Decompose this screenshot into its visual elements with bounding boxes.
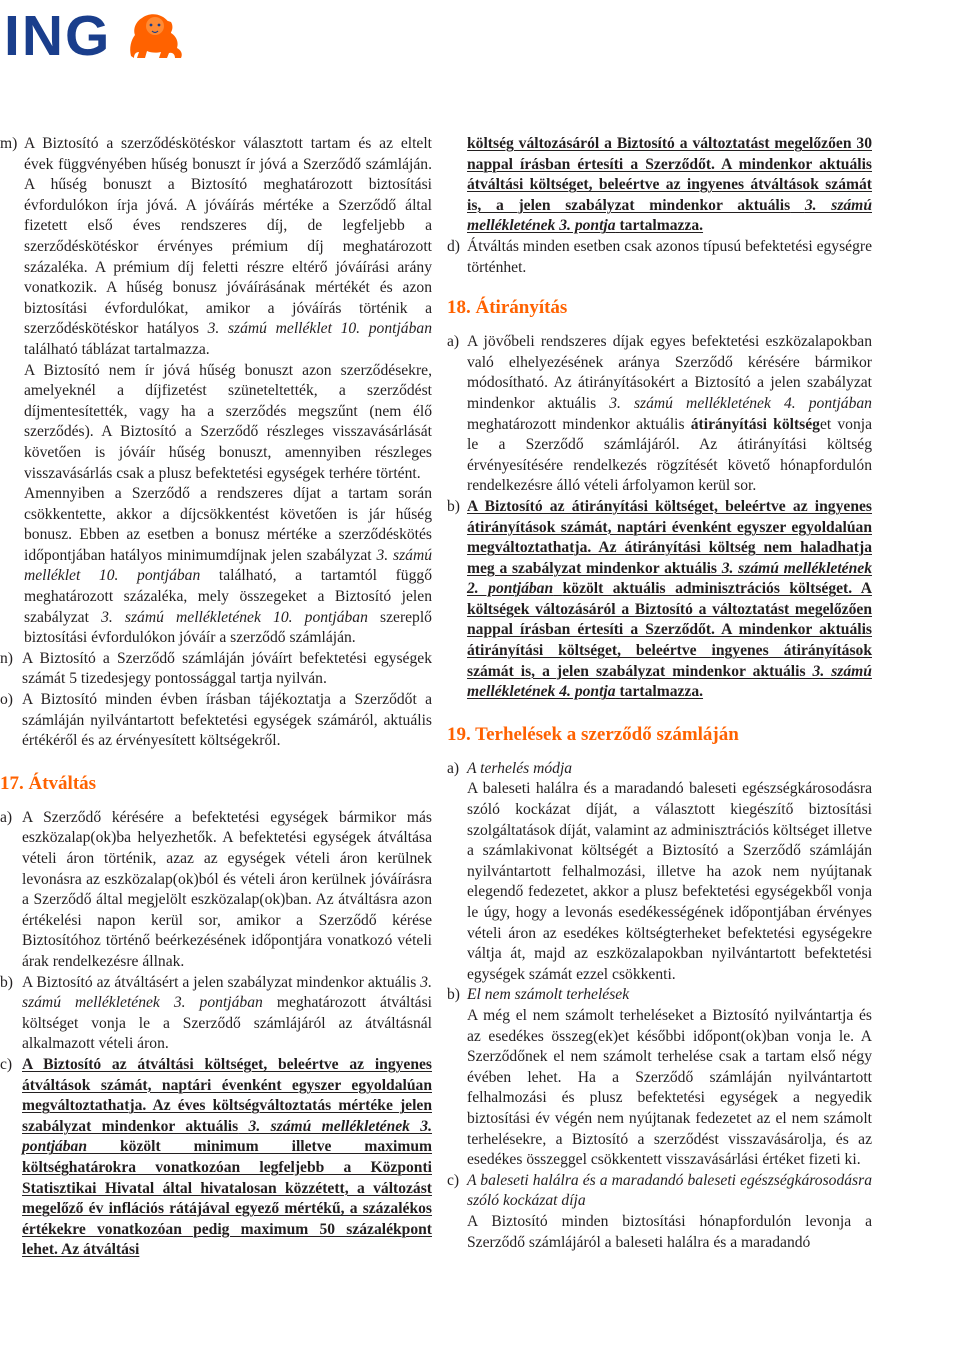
right-column (447, 134, 872, 1253)
item-marker: b) (0, 973, 13, 991)
list-item-a (447, 332, 872, 497)
logo-text: ING (4, 4, 112, 68)
list-item-c (447, 1171, 872, 1253)
list-item-a (447, 759, 872, 986)
paragraph: Átváltás minden esetben csak azonos típusú befektetési egységre történhet. (467, 237, 872, 276)
section-title-18: 18. Átirányítás (447, 297, 568, 319)
item-marker: d) (447, 237, 460, 255)
paragraph: A baleseti halálra és a maradandó baleseti egészségkárosodásra szóló kockázat díját, a választott kiegészítő biztosítási szolgáltatások díját, valamint az adminisztrációs költséget illetve a számlakivonat költségét a Biztosító a Szerződő számláján nyilvántartott felhalmozási, illetve ha azok nem nyújtanak elegendő fedezetet, akkor a plusz befektetési egységekből vonja le úgy, hogy a levonás esedékességének időpontjában érvényes vételi áron az esedékes költségterheket befektetési egységekre váltja át, majd az eszközalapokban nyilvántartott befektetési egységek számát ezzel csökkenti. (467, 780, 872, 983)
paragraph: A jövőbeli rendszeres díjak egyes befektetési eszközalapokban való elhelyezésének aránya Szerződő kérésére bármikor módosítható. Az átirányításokért a Biztosító a jelen szabályzat mindenkor aktuális 3. számú mellékletének 4. pontjában meghatározott mindenkor aktuális átirányítási költséget vonja le a Szerződő számlájáról. Az átirányítási költség érvényesítésére rendelkezés rögzítését követő hónapfordulón rendelkezésre álló vételi árfolyamon kerül sor. (467, 333, 872, 495)
item-marker: a) (447, 759, 460, 777)
subsection-title: A terhelés módja (467, 759, 573, 777)
item-marker: a) (0, 808, 13, 826)
list-item-b (447, 985, 872, 1170)
list-item-b (0, 973, 432, 1055)
list-item-c (0, 1055, 432, 1261)
reference: 3. számú mellékletének 3. pontjában (22, 973, 432, 1012)
subsection-title: El nem számolt terhelések (467, 986, 630, 1004)
page-header (0, 0, 960, 70)
bold-term: átirányítási költség (690, 415, 820, 433)
paragraph: A Biztosító az átváltási költséget, beleértve az ingyenes átváltások számát, naptári évenként egyszer egyoldalúan megváltoztathatja. Az éves költségváltoztatás mértéke jelen szabályzat mindenkor aktuális 3. számú mellékletének 3. pontjában közölt minimum illetve maximum költséghatárokra vonatkozóan legfeljebb a Központi Statisztikai Hivatal által hivatalosan közzétett, a változást megelőző év inflációs rátájával egyező mértékű, a százalékos értékekre vonatkozóan pedig maximum 50 százalékpont lehet. Az átváltási (22, 1055, 433, 1259)
reference: 3. számú mellékletének 3. pontjában (22, 1117, 433, 1156)
paragraph: A Biztosító minden biztosítási hónapfordulón levonja a Szerződő számlájáról a baleseti halálra és a maradandó (467, 1212, 872, 1251)
paragraph: A Biztosító nem ír jóvá hűség bonuszt azon szerződésekre, amelyeknél a díjfizetést szüneteltették, a szerződést díjmentesítették, vagy ha a szerződés megszűnt (nem élő szerződés). A Biztosító a Szerződő részleges visszavásárlását követően is jóváír hűség bonuszt, amennyiben részleges visszavásárlás csak a plusz befektetési egységek terhére történt. (24, 361, 432, 482)
item-marker: b) (447, 497, 460, 515)
paragraph: költség változásáról a Biztosító a változtatást megelőzően 30 nappal írásban értesíti a Szerződőt. A mindenkor aktuális átváltási költséget, beleértve az ingyenes átváltások számát is, a jelen szabályzat mindenkor aktuális 3. számú mellékletének 3. pontja tartalmazza. (467, 135, 872, 235)
paragraph: A még el nem számolt terheléseket a Biztosító nyilvántartja és az esedékes összeg(ek)et későbbi időpont(ok)ban vonja le. A Szerződőnek el nem számolt terhelése csak a tartam első négy évében lehet. Ha a Szerződő számláján nyilvántartott felhalmozási és plusz befektetési egységek a negyedik biztosítási év végén nem nyújtanak fedezetet az el nem számolt terhelésekre, a Biztosító a szerződést visszavásárolja, és az esedékes összeggel csökkentett visszavásárlási értéket fizeti ki. (467, 1006, 872, 1169)
reference: 3. számú mellékletének 2. pontjában (467, 559, 872, 598)
reference: 3. számú mellékletének 4. pontja (467, 662, 872, 701)
list-item-m (0, 134, 432, 649)
lion-icon (121, 8, 185, 64)
reference: 3. számú melléklet 10. pontjában (24, 546, 432, 585)
reference: 3. számú mellékletének 3. pontja (467, 196, 872, 235)
item-marker: b) (447, 986, 460, 1004)
list-item-b (447, 497, 872, 703)
left-column (0, 134, 432, 1261)
paragraph: A Biztosító a Szerződő számláján jóváírt befektetési egységek számát 5 tizedesjegy pontossággal tartja nyilván. (22, 649, 432, 688)
paragraph: A Biztosító minden évben írásban tájékoztatja a Szerződőt a számláján nyilvántartott befektetési egységek számáról, aktuális értékéről és az érvényesített költségekről. (22, 691, 432, 750)
subsection-title: A baleseti halálra és a maradandó baleseti egészségkárosodásra szóló kockázat díja (467, 1171, 872, 1210)
list-item-d (447, 237, 872, 278)
item-marker: o) (0, 691, 13, 709)
item-marker: m) (0, 135, 18, 152)
list-item-n (0, 649, 432, 690)
section-title-17: 17. Átváltás (0, 772, 97, 794)
list-item-o (0, 690, 432, 752)
item-marker: a) (447, 333, 460, 351)
item-marker: c) (447, 1171, 460, 1189)
reference: 3. számú melléklet 10. pontjában (207, 320, 432, 338)
paragraph: Amennyiben a Szerződő a rendszeres díjat a tartam során csökkentette, akkor a díjcsökkentést követően is jár hűség bonusz. Ebben az esetben a bonusz mértéke a szerződéskötés időpontjában hatályos minimumdíjnak jelen szabályzat 3. számú melléklet 10. pontjában található, a tartamtól függő meghatározott százaléka, mely összegeket a Biztosító jelen szabályzat 3. számú mellékletének 10. pontjában szereplő biztosítási évfordulókon jóváír a szerződő számláján. (24, 485, 432, 647)
ing-logo (4, 6, 185, 66)
list-item-a (0, 808, 432, 973)
section-title-19: 19. Terhelések a szerződő számláján (447, 723, 739, 745)
item-marker: n) (0, 649, 13, 667)
reference: 3. számú mellékletének 4. pontjában (609, 394, 872, 412)
paragraph: A Biztosító az átirányítási költséget, beleértve az ingyenes átirányítások számát, naptári évenként egyszer egyoldalúan megváltoztathatja. Az átirányítási költség nem haladhatja meg a szabályzat mindenkor aktuális 3. számú mellékletének 2. pontjában közölt aktuális adminisztrációs költséget. A költségek változásáról a Biztosító a változtatást megelőzően nappal írásban értesíti a Szerződőt. A mindenkor aktuális átirányítási költséget, beleértve ingyenes átirányítások számát is, a jelen szabályzat mindenkor aktuális 3. számú mellékletének 4. pontja tartalmazza. (467, 497, 872, 701)
paragraph: A Szerződő kérésére a befektetési egységek bármikor más eszközalap(ok)ba helyezhetők. A befektetési egységek átváltása vételi áron történik, azaz az egységek vételi áron kerülnek levonásra az eszközalap(ok)ból és vételi áron kerülnek jóváírásra a Szerződő által megjelölt eszközalap(ok)ban. Az átváltásra azon értékelési napon kerül sor, amikor a Szerződő kérése Biztosítóhoz történő beérkezésének időpontjára vonatkozó vételi árak rendelkezésre állnak. (22, 808, 432, 970)
paragraph: A Biztosító a szerződéskötéskor választott tartam és az eltelt évek függvényében hűség bonuszt ír jóvá a Szerződő számláján. A hűség bonuszt a Biztosító meghatározott biztosítási évfordulókon írja jóvá. A jóváírás mértéke a Szerződő által fizetett első éves rendszeres díj, de legfeljebb a szerződéskötéskor érvényes prémium díj meghatározott százaléka. A prémium díj feletti részre eltérő jóváírási arány vonatkozik. A hűség bonusz jóváírásának mértékét és azon biztosítási évfordulókat, amikor a jóváírás történik a szerződéskötéskor hatályos 3. számú melléklet 10. pontjában található táblázat tartalmazza. (24, 135, 432, 358)
item-marker: c) (0, 1055, 13, 1073)
reference: 3. számú mellékletének 10. pontjában (101, 608, 368, 626)
paragraph: A Biztosító az átváltásért a jelen szabályzat mindenkor aktuális 3. számú mellékletének 3. pontjában meghatározott átváltási költséget vonja le a Szerződő számlájáról az átváltásnál alkalmazott vételi áron. (22, 973, 432, 1053)
